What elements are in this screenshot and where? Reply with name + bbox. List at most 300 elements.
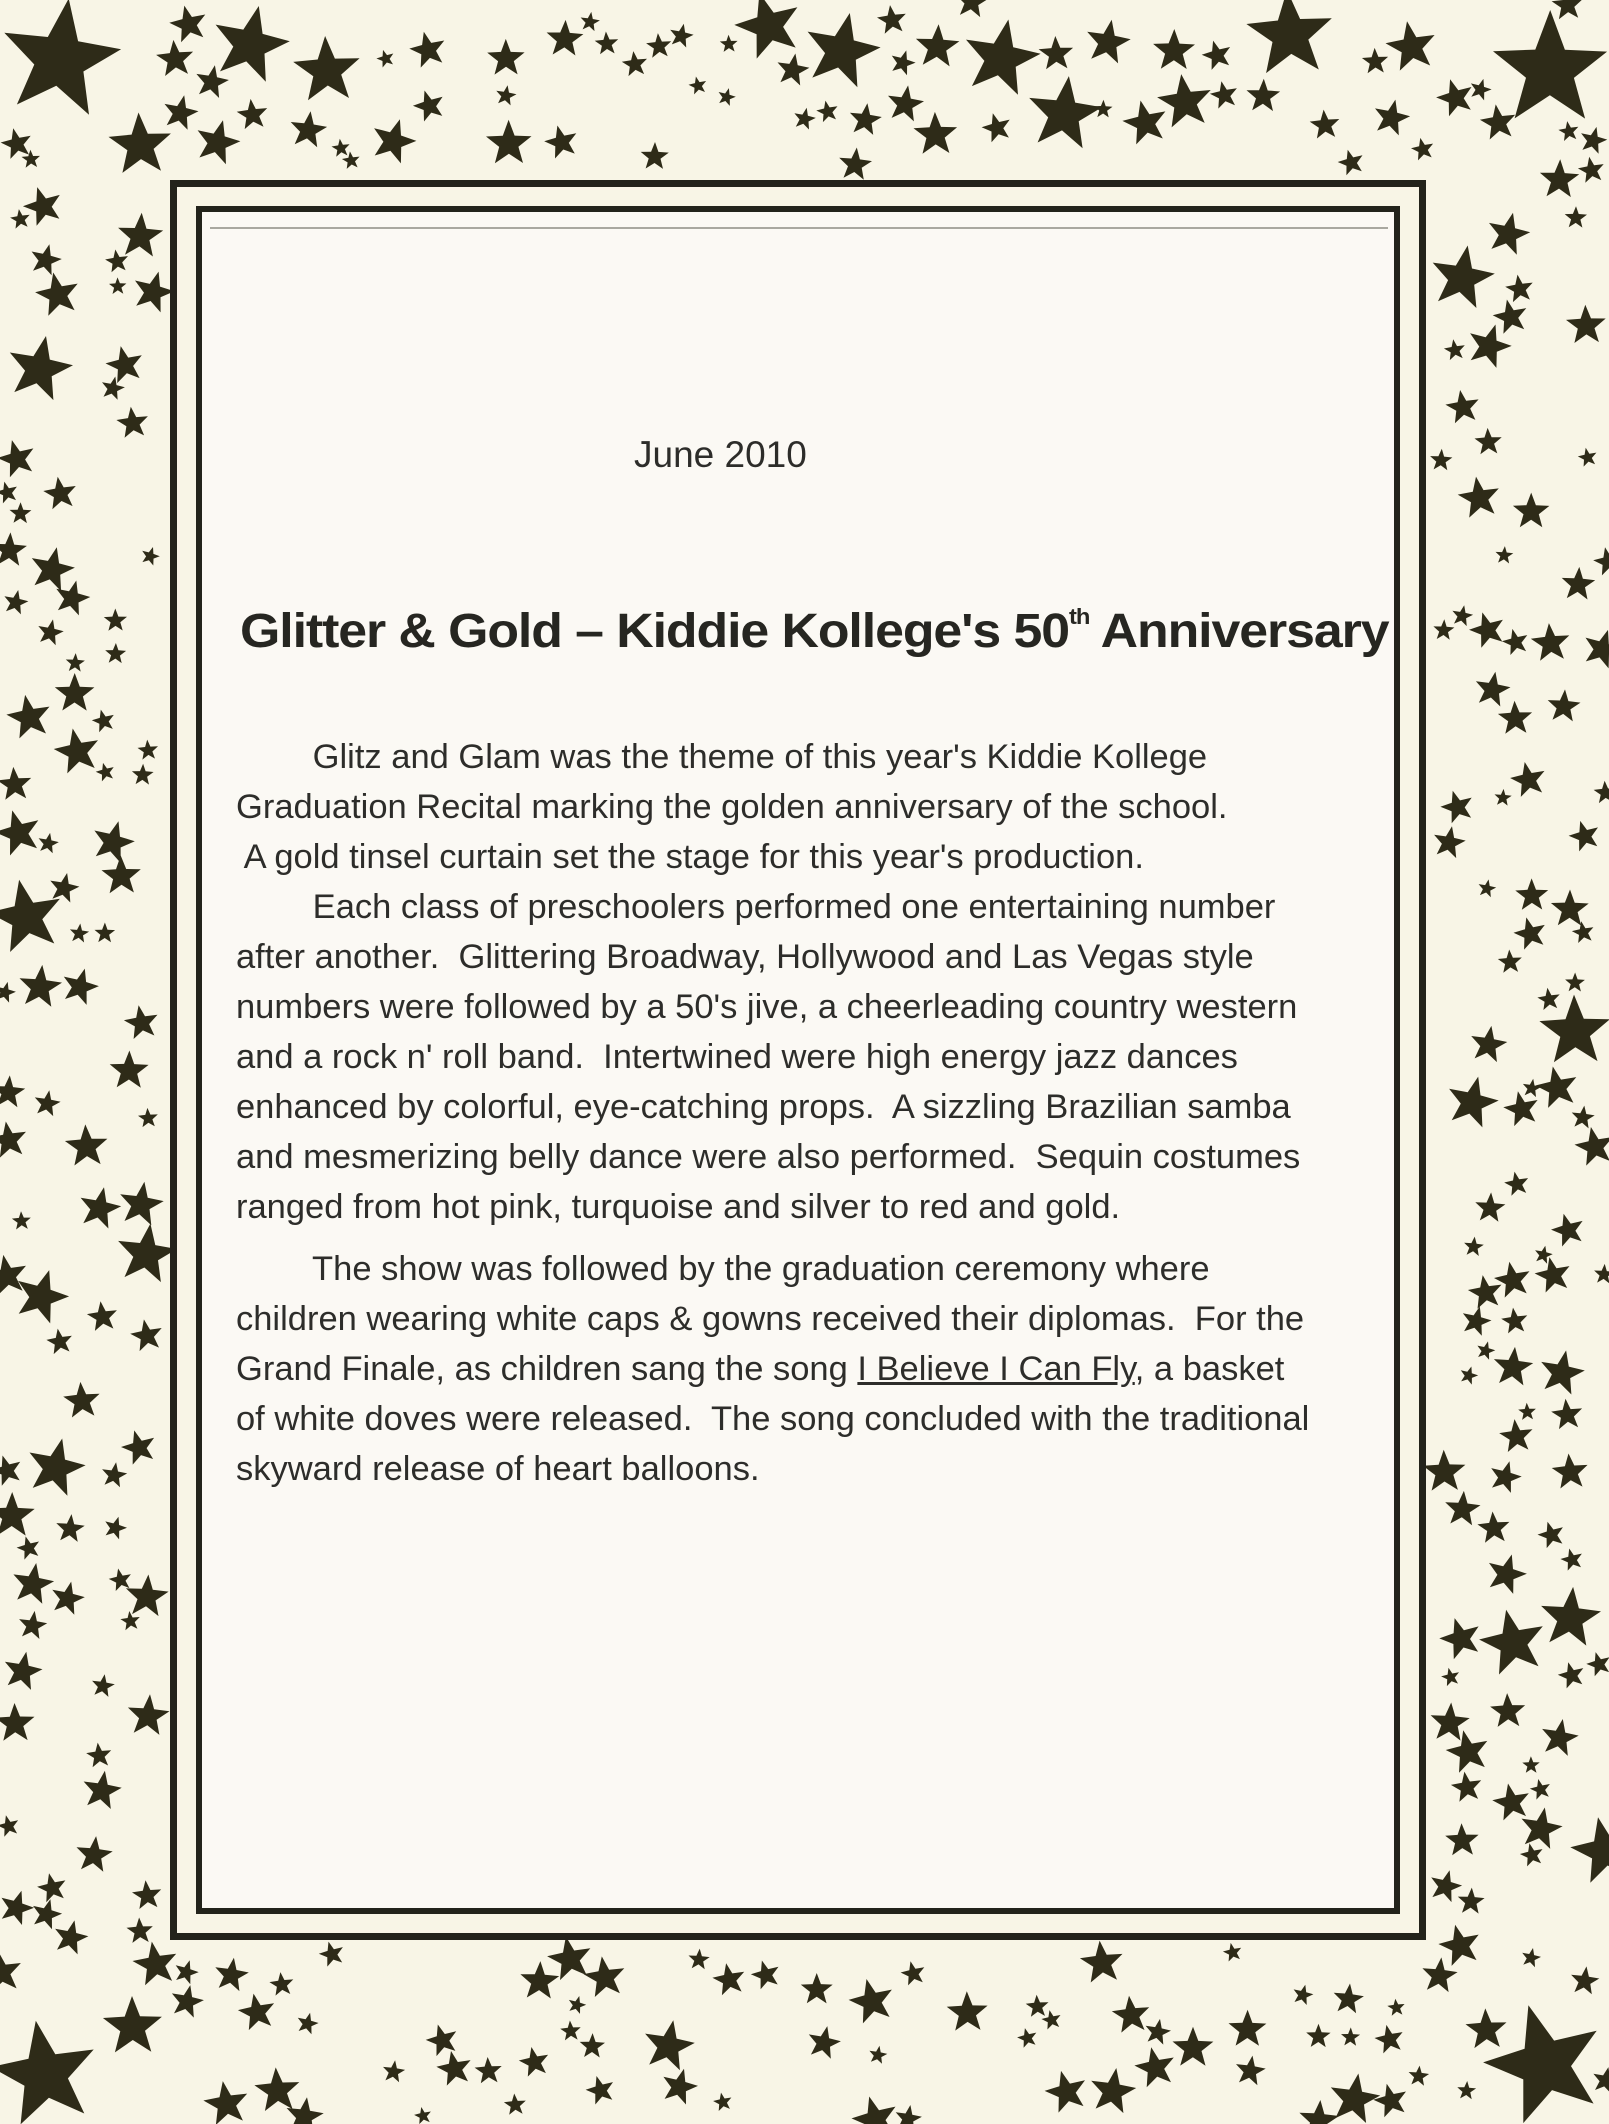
star-icon [1514, 917, 1545, 949]
star-icon [1449, 1077, 1499, 1128]
star-icon [809, 2026, 841, 2059]
star-icon [1479, 1610, 1543, 1675]
star-icon [1541, 1587, 1601, 1646]
letter-date: June 2010 [634, 434, 807, 475]
star-icon [135, 272, 174, 313]
star-icon [1558, 1662, 1584, 1688]
body-line: of white doves were released. The song concluded with the traditional [236, 1400, 1310, 1438]
star-icon [376, 50, 393, 68]
star-icon [1489, 213, 1530, 255]
star-icon [0, 482, 17, 504]
star-icon [6, 695, 49, 739]
star-icon [888, 85, 924, 121]
star-icon [1091, 2068, 1136, 2113]
star-icon [0, 982, 16, 1003]
star-icon [1430, 449, 1452, 471]
star-icon [504, 2094, 526, 2115]
star-icon [519, 2047, 548, 2077]
star-icon [1477, 1512, 1509, 1543]
star-icon [128, 1694, 170, 1735]
star-icon [1572, 921, 1594, 943]
star-icon [794, 108, 815, 130]
body-line: ranged from hot pink, turquoise and silver to red and gold. [236, 1188, 1121, 1226]
star-icon [1538, 1522, 1563, 1548]
star-icon [896, 2105, 922, 2124]
star-icon [595, 32, 619, 55]
star-icon [1518, 1403, 1536, 1420]
star-icon [63, 1382, 99, 1418]
star-icon [1566, 305, 1606, 343]
star-icon [1495, 789, 1512, 806]
body-line: A gold tinsel curtain set the stage for this year's production. [236, 838, 1144, 876]
star-icon [92, 1674, 115, 1697]
star-icon [1498, 701, 1532, 734]
star-icon [1469, 612, 1503, 647]
star-icon [852, 2097, 896, 2124]
star-icon [1520, 1843, 1543, 1866]
star-icon [1499, 1419, 1532, 1452]
star-icon [118, 1224, 177, 1283]
star-icon [287, 2097, 324, 2124]
star-icon [95, 923, 116, 943]
star-icon [1479, 879, 1497, 897]
star-icon [486, 120, 532, 163]
star-icon [165, 95, 199, 130]
star-icon [1594, 1264, 1609, 1284]
star-icon [1458, 477, 1499, 518]
star-icon [778, 54, 810, 86]
star-icon [1535, 1067, 1576, 1108]
star-icon [52, 1582, 85, 1615]
star-icon [1548, 689, 1581, 721]
star-icon [1387, 1999, 1404, 2016]
star-icon [1477, 1341, 1495, 1359]
star-icon [1471, 1026, 1507, 1062]
star-icon [142, 547, 160, 566]
star-icon [10, 502, 32, 523]
star-icon [1433, 619, 1454, 639]
star-icon [520, 1961, 559, 1998]
star-icon [54, 729, 98, 774]
star-icon [1540, 159, 1579, 197]
star-icon [1338, 150, 1363, 176]
star-icon [1041, 2010, 1060, 2029]
star-icon [414, 2107, 431, 2124]
star-icon [712, 1963, 744, 1995]
star-icon [1535, 1257, 1570, 1292]
star-icon [0, 767, 31, 800]
star-icon [1494, 1347, 1533, 1386]
star-icon [66, 653, 85, 672]
star-icon [1476, 672, 1511, 707]
star-icon [1045, 2071, 1085, 2113]
star-icon [120, 1182, 164, 1226]
star-icon [877, 5, 906, 34]
body-line: The show was followed by the graduation ceremony where [236, 1250, 1210, 1288]
star-icon [1552, 0, 1583, 19]
star-icon [1586, 630, 1609, 669]
star-icon [982, 113, 1010, 142]
star-icon [103, 1996, 162, 2052]
star-icon [1578, 448, 1597, 467]
star-icon [1423, 1450, 1466, 1491]
star-icon [10, 209, 30, 229]
star-icon [1039, 36, 1074, 69]
star-icon [1306, 2024, 1330, 2047]
star-icon [892, 50, 916, 75]
star-icon [94, 821, 134, 863]
star-icon [298, 2013, 319, 2035]
star-icon [124, 1005, 158, 1039]
star-icon [156, 40, 193, 76]
star-icon [254, 2067, 299, 2111]
star-icon [1446, 1730, 1488, 1772]
star-icon [1475, 428, 1502, 454]
star-icon [1498, 950, 1522, 973]
star-icon [409, 32, 444, 68]
star-icon [130, 1319, 162, 1351]
star-icon [1565, 973, 1585, 992]
star-icon [1134, 2047, 1173, 2087]
star-icon [1445, 1491, 1480, 1525]
star-icon [1468, 1275, 1502, 1309]
body-line: skyward release of heart balloons. [236, 1450, 760, 1488]
star-icon [1490, 1693, 1525, 1727]
star-icon [56, 1514, 84, 1542]
star-icon [1445, 1823, 1478, 1855]
star-icon [0, 2021, 94, 2124]
star-icon [1246, 0, 1331, 73]
star-icon [1375, 2025, 1403, 2053]
star-icon [55, 673, 95, 711]
star-icon [426, 2025, 457, 2057]
star-icon [132, 764, 154, 785]
star-icon [1122, 101, 1165, 145]
body-line: children wearing white caps & gowns received their diplomas. For the [236, 1300, 1305, 1338]
star-icon [1513, 493, 1550, 528]
star-icon [808, 13, 881, 87]
body-line: and mesmerizing belly dance were also performed. Sequin costumes [236, 1138, 1301, 1176]
star-icon [1489, 1555, 1527, 1594]
star-icon [1433, 246, 1495, 309]
star-icon [475, 2057, 502, 2083]
star-icon [176, 1960, 199, 1984]
star-icon [70, 924, 89, 943]
star-icon [1247, 79, 1281, 111]
star-icon [1530, 1779, 1550, 1800]
star-icon [46, 1329, 72, 1355]
star-icon [1522, 1808, 1563, 1849]
star-icon [487, 39, 524, 75]
title-superscript: th [1068, 604, 1090, 629]
star-icon [0, 1703, 34, 1741]
star-icon [0, 1122, 26, 1158]
star-icon [1575, 1127, 1609, 1166]
star-icon [38, 619, 63, 645]
star-icon [102, 856, 141, 894]
star-icon [5, 1652, 43, 1690]
star-icon [1210, 81, 1237, 108]
star-icon [1331, 2074, 1380, 2124]
star-icon [1551, 1214, 1583, 1247]
star-icon [1087, 20, 1131, 64]
star-icon [92, 710, 114, 733]
star-icon [84, 1771, 122, 1809]
star-icon [293, 36, 359, 100]
star-icon [1491, 1461, 1522, 1493]
star-icon [1440, 791, 1471, 824]
star-icon [102, 377, 125, 400]
star-icon [916, 24, 960, 66]
star-icon [1496, 546, 1514, 563]
star-icon [77, 1836, 113, 1872]
star-icon [956, 0, 989, 17]
star-icon [850, 103, 882, 135]
star-icon [901, 1961, 925, 1985]
star-icon [13, 1563, 54, 1604]
star-icon [1505, 275, 1533, 303]
body-line: Graduation Recital marking the golden anniversary of the school. [236, 788, 1228, 826]
star-icon [1551, 1399, 1582, 1429]
star-icon [1593, 547, 1609, 575]
star-icon [332, 139, 350, 157]
star-icon [1493, 300, 1527, 334]
letter-title [240, 604, 1388, 659]
body-line: numbers were followed by a 50's jive, a cheerleading country western [236, 988, 1298, 1026]
star-icon [1434, 826, 1466, 858]
star-icon [121, 1430, 154, 1464]
star-icon [1375, 100, 1410, 136]
star-icon [663, 2069, 698, 2105]
star-icon [1441, 1668, 1459, 1686]
star-icon [1539, 995, 1609, 1063]
star-icon [39, 833, 59, 853]
star-icon [17, 1536, 39, 1559]
star-icon [215, 1958, 249, 1991]
body-line: and a rock n' roll band. Intertwined were high energy jazz dances [236, 1038, 1238, 1076]
star-icon [19, 1611, 47, 1639]
star-icon [1503, 1091, 1537, 1126]
star-icon [55, 1920, 88, 1954]
star-icon [138, 740, 159, 760]
star-icon [237, 99, 268, 129]
star-icon [1562, 567, 1596, 600]
star-icon [641, 142, 669, 169]
star-icon [109, 277, 126, 294]
star-icon [1236, 2056, 1266, 2086]
star-icon [1541, 1350, 1585, 1394]
star-icon [0, 1951, 21, 1992]
star-icon [1029, 76, 1102, 148]
star-icon [20, 965, 63, 1007]
star-icon [689, 77, 707, 95]
star-icon [622, 51, 647, 76]
star-icon [65, 1124, 108, 1165]
star-icon [496, 85, 516, 105]
star-icon [413, 91, 443, 122]
star-icon [1494, 1262, 1530, 1298]
star-icon [1373, 2084, 1406, 2118]
star-icon [81, 1187, 122, 1228]
star-icon [238, 1994, 274, 2031]
star-icon [1531, 623, 1570, 661]
star-icon [216, 6, 290, 82]
body-line [236, 1350, 1284, 1389]
star-icon [1341, 2027, 1360, 2045]
star-icon [1558, 121, 1578, 141]
star-icon [1480, 104, 1515, 139]
star-icon [105, 643, 126, 663]
star-icon [342, 151, 360, 169]
star-icon [1581, 127, 1607, 154]
star-icon [1466, 2008, 1507, 2048]
star-icon [1444, 339, 1465, 360]
star-icon [1571, 1966, 1599, 1994]
star-icon [105, 250, 128, 273]
star-icon [1439, 1618, 1478, 1659]
star-icon [801, 1973, 833, 2003]
star-icon [581, 12, 600, 31]
star-icon [547, 1937, 590, 1981]
star-icon [914, 112, 958, 154]
star-icon [670, 24, 693, 48]
star-icon [713, 2093, 731, 2111]
star-icon [37, 1873, 65, 1902]
star-icon [4, 590, 28, 614]
star-icon [436, 2051, 470, 2086]
star-icon [1457, 2081, 1476, 2099]
star-icon [584, 1956, 625, 1997]
star-icon [132, 1880, 161, 1909]
star-icon [646, 33, 671, 58]
star-icon [1461, 1367, 1478, 1385]
body-line: Glitz and Glam was the theme of this year's Kiddie Kollege [236, 738, 1208, 776]
star-icon [118, 213, 163, 257]
star-icon [1411, 138, 1433, 161]
star-icon [291, 111, 327, 147]
body-line: Each class of preschoolers performed one entertaining number [236, 888, 1276, 926]
star-icon [116, 407, 147, 438]
body-line: after another. Glittering Broadway, Hollywood and Las Vegas style [236, 938, 1254, 976]
star-icon [966, 20, 1041, 95]
star-icon [0, 1075, 25, 1107]
star-icon [4, 0, 121, 115]
star-icon [947, 1991, 988, 2030]
star-icon [569, 1996, 586, 2014]
star-icon [127, 1918, 153, 1943]
star-icon [849, 1979, 892, 2023]
star-icon [0, 1456, 20, 1486]
star-icon [1229, 2010, 1267, 2046]
star-icon [1026, 1995, 1049, 2017]
star-icon [1515, 878, 1548, 909]
star-icon [56, 581, 90, 616]
star-icon [0, 532, 27, 565]
star-icon [198, 120, 241, 164]
star-icon [96, 763, 114, 782]
star-icon [1362, 48, 1388, 73]
star-icon [1586, 1652, 1609, 1676]
star-icon [87, 1301, 117, 1331]
star-icon [1386, 21, 1435, 70]
star-icon [1153, 29, 1195, 69]
star-icon [43, 477, 76, 510]
star-icon [374, 119, 416, 163]
star-icon [1310, 110, 1340, 139]
body-line-start: Grand Finale, as children sang the song [236, 1350, 858, 1388]
star-icon [109, 113, 171, 173]
star-icon [1522, 1948, 1541, 1967]
star-icon [32, 244, 62, 275]
song-title: I Believe I Can Fly [857, 1350, 1135, 1388]
star-icon [719, 88, 736, 106]
star-icon [172, 1985, 204, 2018]
star-icon [1080, 1941, 1123, 1983]
top-rule [210, 227, 1388, 229]
star-icon [196, 65, 229, 98]
star-icon [10, 336, 73, 400]
star-icon [64, 969, 99, 1005]
star-icon [106, 346, 142, 383]
star-icon [12, 1211, 31, 1229]
star-icon [383, 2060, 405, 2082]
star-icon [544, 126, 576, 159]
star-icon [1173, 2027, 1214, 2066]
star-icon [1523, 1079, 1541, 1097]
star-icon [104, 609, 127, 631]
body-line-end: , a basket [1134, 1350, 1285, 1388]
star-icon [689, 1949, 710, 1970]
star-icon [1501, 1308, 1527, 1334]
star-icon [1560, 1549, 1582, 1571]
star-icon [169, 6, 205, 43]
star-icon [102, 1462, 127, 1487]
star-icon [1112, 1996, 1149, 2033]
star-icon [1593, 2067, 1609, 2093]
body-line: enhanced by colorful, eye-catching props. A sizzling Brazilian samba [236, 1088, 1291, 1126]
star-icon [1572, 1106, 1595, 1129]
star-icon [869, 2046, 887, 2064]
star-icon [35, 273, 78, 316]
star-icon [30, 1439, 86, 1496]
star-icon [1493, 10, 1607, 119]
star-icon [0, 1255, 26, 1295]
star-icon [1451, 1772, 1481, 1802]
star-icon [1157, 74, 1211, 127]
title-end: Anniversary [1089, 605, 1389, 658]
star-icon [751, 1961, 779, 1990]
star-icon [1409, 2066, 1430, 2086]
star-icon [133, 1942, 177, 1986]
star-icon [1017, 2028, 1036, 2048]
star-icon [1436, 79, 1471, 116]
star-icon [547, 20, 584, 56]
star-icon [1569, 821, 1598, 852]
star-icon [126, 1575, 169, 1617]
star-icon [33, 1899, 62, 1929]
star-icon [50, 873, 79, 903]
star-icon [839, 148, 872, 180]
star-icon [109, 1569, 131, 1592]
star-icon [1202, 41, 1230, 70]
star-icon [1504, 1172, 1528, 1196]
star-icon [1445, 390, 1478, 423]
star-icon [1537, 988, 1559, 1010]
star-icon [720, 35, 738, 52]
star-icon [23, 187, 60, 226]
star-icon [32, 547, 75, 591]
star-icon [1299, 2100, 1339, 2124]
